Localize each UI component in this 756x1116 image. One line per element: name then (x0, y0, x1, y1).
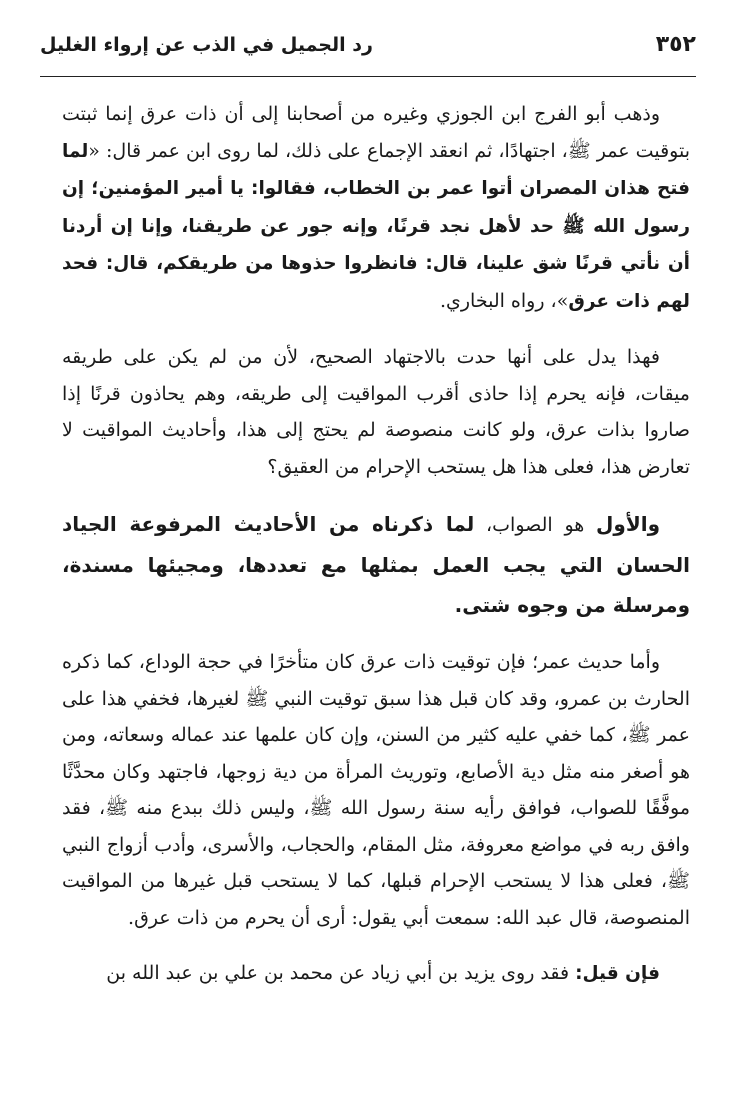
paragraph-1-quote: لما فتح هذان المصران أتوا عمر بن الخطاب، فقالوا: يا أمير المؤمنين؛ إن رسول الله ﷺ حد لأهل نجد قرنًا، وإنه جور عن طريقنا، وإنا إن أردنا أن نأتي قرنًا شق علينا، قال: فانظروا حذوها من طريقكم، قال: فحد لهم ذات عرق (62, 140, 690, 312)
paragraph-2 (62, 339, 690, 485)
header-rule (40, 76, 696, 77)
page-header (40, 30, 696, 80)
paragraph-5-lead: فإن قيل: (575, 963, 660, 984)
running-title: رد الجميل في الذب عن إرواء الغليل (40, 34, 373, 56)
paragraph-5-text: فقد روى يزيد بن أبي زياد عن محمد بن علي بن عبد الله بن (106, 962, 576, 984)
paragraph-5 (62, 955, 690, 993)
paragraph-1 (62, 96, 690, 320)
paragraph-3-text: هو الصواب، (474, 514, 597, 536)
body-text (62, 96, 690, 993)
paragraph-1-text: وذهب أبو الفرج ابن الجوزي وغيره من أصحابنا إلى أن ذات عرق إنما ثبتت بتوقيت عمر ﷺ، اجتهادًا، ثم انعقد الإجماع على ذلك، لما روى ابن عمر قال: « (62, 103, 690, 162)
paragraph-3 (62, 504, 690, 625)
paragraph-4 (62, 644, 690, 936)
paragraph-2-text: فهذا يدل على أنها حدت بالاجتهاد الصحيح، لأن من لم يكن على طريقه ميقات، فإنه يحرم إذا حاذى أقرب المواقيت إلى طريقه، وهم يحاذون قرنًا إذا صاروا بذات عرق، ولو كانت منصوصة لم يحتج إلى هذا، وأحاديث المواقيت لا تعارض هذا، فعلى هذا هل يستحب الإحرام من العقيق؟ (62, 346, 690, 478)
paragraph-4-text: وأما حديث عمر؛ فإن توقيت ذات عرق كان متأخرًا في حجة الوداع، كما ذكره الحارث بن عمرو، وقد كان قبل هذا سبق توقيت النبي ﷺ لغيرها، فخفي هذا على عمر ﷺ، كما خفي عليه كثير من السنن، وإن كان علمها عند عماله وسعاته، ومن هو أصغر منه مثل دية الأصابع، وتوريث المرأة من دية زوجها، فاجتهد وكان محدَّثًا موفَّقًا للصواب، فوافق رأيه سنة رسول الله ﷺ، وليس ذلك ببدع منه ﷺ، فقد وافق ربه في مواضع معروفة، مثل المقام، والحجاب، والأسرى، وأدب أزواج النبي ﷺ، فعلى هذا لا يستحب الإحرام قبلها، كما لا يستحب قبل غيرها من المواقيت المنصوصة، قال عبد الله: سمعت أبي يقول: أرى أن يحرم من ذات عرق. (62, 651, 690, 929)
paragraph-3-emphasis: لما ذكرناه من الأحاديث المرفوعة الجياد الحسان التي يجب العمل بمثلها مع تعددها، ومجيئها مسندة، ومرسلة من وجوه شتى. (62, 512, 690, 617)
paragraph-1-citation: »، رواه البخاري. (439, 289, 569, 312)
page-number: ٣٥٢ (655, 32, 696, 57)
paragraph-3-lead: والأول (596, 512, 660, 536)
